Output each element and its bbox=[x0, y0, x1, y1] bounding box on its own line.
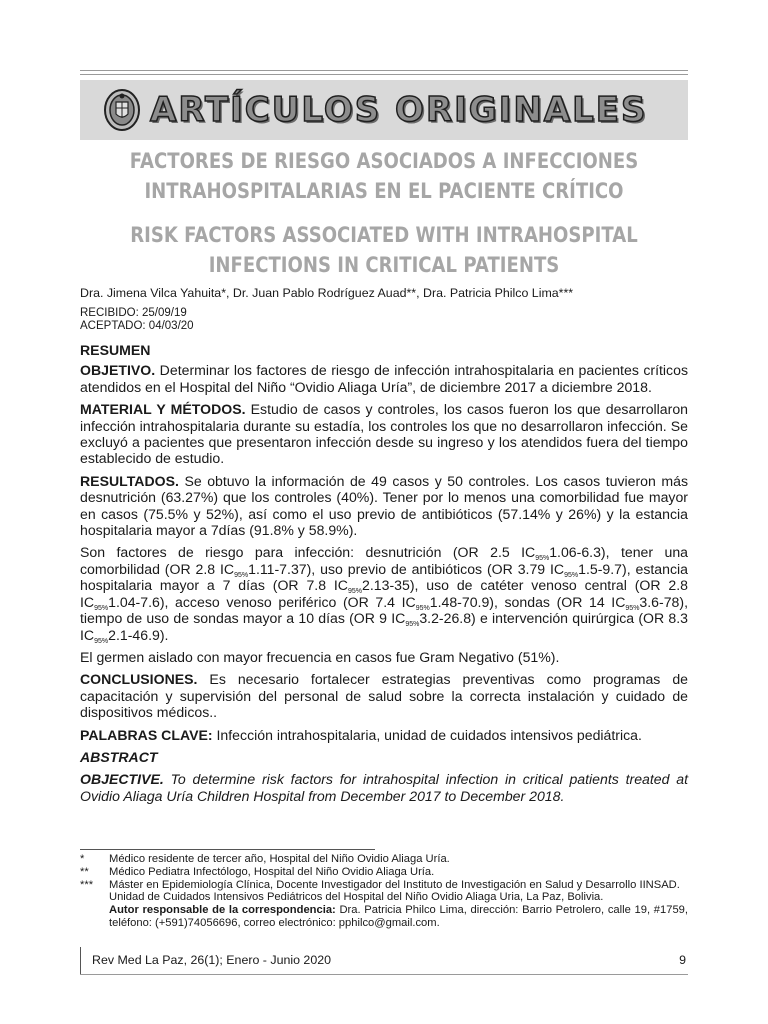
ci-subscript: 95% bbox=[94, 637, 109, 645]
objetivo-paragraph bbox=[80, 362, 688, 395]
footnote-text: Máster en Epidemiología Clínica, Docente Investigador del Instituto de Investigación en Salud y Desarrollo IINSAD. bbox=[109, 878, 680, 891]
footnote-mark: ** bbox=[80, 865, 89, 878]
conclusiones-text: Es necesario fortalecer estrategias preventivas como programas de capacitación y supervisión del personal de salud sobre la correcta instalación y cuidado de dispositivos médicos.. bbox=[80, 671, 688, 721]
coat-of-arms-icon bbox=[100, 88, 144, 132]
ci-subscript: 95% bbox=[234, 571, 249, 579]
factores-text: 1.5-9.7), estancia hospitalaria mayor a 7 días (OR 7.8 IC bbox=[80, 560, 688, 594]
palabras-clave-label: PALABRAS CLAVE: bbox=[80, 726, 213, 743]
factores-text: 2.1-46.9). bbox=[108, 626, 169, 643]
ci-subscript: 95% bbox=[94, 604, 109, 612]
conclusiones-paragraph bbox=[80, 671, 688, 720]
article-body bbox=[80, 342, 688, 810]
section-title: ARTÍCULOS ORIGINALES bbox=[150, 90, 648, 130]
ci-subscript: 95% bbox=[348, 588, 363, 596]
footnote-rule bbox=[80, 849, 375, 850]
ci-subscript: 95% bbox=[564, 571, 579, 579]
metodos-text: Estudio de casos y controles, los casos fueron los que desarrollaron infección intrahospitalaria durante su estadía, los controles los que no desarrollaron infección. Se excluyó a pacientes que presentaron infección desde su ingreso y los atendidos fuera del tiempo establecido de estudio. bbox=[80, 401, 688, 467]
correspondence-text: Dra. Patricia Philco Lima, dirección: Barrio Petrolero, calle 19, #1759, teléfono: (+591)74056696, correo electrónico: pphilco@gmail.com. bbox=[109, 904, 688, 929]
article-title-es bbox=[123, 146, 646, 206]
correspondence bbox=[80, 904, 688, 930]
palabras-clave-paragraph bbox=[80, 727, 688, 743]
factores-text: 2.13-35), uso de catéter venoso central (OR 2.8 IC bbox=[80, 577, 689, 610]
resumen-heading: RESUMEN bbox=[80, 342, 151, 358]
article-dates bbox=[80, 307, 194, 333]
header-rule bbox=[80, 74, 688, 75]
title-es-line1: FACTORES DE RIESGO ASOCIADOS A INFECCIONES bbox=[129, 149, 639, 173]
accepted-date: ACEPTADO: 04/03/20 bbox=[80, 320, 194, 332]
title-en-line2: INFECTIONS IN CRITICAL PATIENTS bbox=[208, 253, 560, 277]
factores-text: 1.48-70.9), sondas (OR 14 IC bbox=[429, 593, 626, 610]
objective-text: To determine risk factors for intrahospital infection in critical patients treated at Ovidio Aliaga Uría Children Hospital from December 2017 to December 2018. bbox=[80, 771, 688, 804]
author-list: Dra. Jimena Vilca Yahuita*, Dr. Juan Pablo Rodríguez Auad**, Dra. Patricia Philco Lima*** bbox=[80, 286, 574, 300]
abstract-heading: ABSTRACT bbox=[80, 748, 158, 765]
ci-subscript: 95% bbox=[535, 555, 550, 563]
factores-text: 1.04-7.6), acceso venoso periférico (OR 7.4 IC bbox=[108, 593, 416, 610]
footnote-mark: * bbox=[80, 853, 85, 865]
footnote-item bbox=[80, 853, 688, 866]
title-es-line2: INTRAHOSPITALARIAS EN EL PACIENTE CRÍTICO bbox=[144, 179, 624, 203]
palabras-clave-text: Infección intrahospitalaria, unidad de cuidados intensivos pediátrica. bbox=[212, 726, 642, 743]
correspondence-label: Autor responsable de la correspondencia: bbox=[109, 904, 336, 917]
factores-paragraph bbox=[80, 544, 689, 645]
germen-paragraph: El germen aislado con mayor frecuencia en casos fue Gram Negativo (51%). bbox=[80, 648, 560, 665]
received-date: RECIBIDO: 25/09/19 bbox=[80, 307, 187, 319]
footnote-text: Médico residente de tercer año, Hospital del Niño Ovidio Aliaga Uría. bbox=[109, 853, 450, 865]
page-number: 9 bbox=[679, 953, 686, 967]
factores-text: 1.06-6.3), tener una comorbilidad (OR 2.8 IC bbox=[80, 544, 688, 577]
ci-subscript: 95% bbox=[415, 604, 430, 612]
footer-bar bbox=[80, 947, 81, 975]
header-rule bbox=[80, 70, 688, 71]
unit-affiliation: Unidad de Cuidados Intensivos Pediátricos del Hospital del Niño Ovidio Aliaga Uria, La Paz, Bolivia. bbox=[109, 891, 604, 904]
ci-subscript: 95% bbox=[405, 621, 420, 629]
objetivo-text: Determinar los factores de riesgo de infección intrahospitalaria en pacientes críticos atendidos en el Hospital del Niño “Ovidio Aliaga Uría”, de diciembre 2017 a diciembre 2018. bbox=[80, 362, 688, 395]
footnote-item bbox=[80, 879, 688, 892]
resultados-text: Se obtuvo la información de 49 casos y 50 controles. Los casos tuvieron más desnutrición (63.27%) que los controles (40%). Tener por lo menos una comorbilidad fue mayor en casos (75.5% y 52%), así como el uso previo de antibióticos (57.14% y 26%) y la estancia hospitalaria mayor a 7días (91.8% y 58.9%). bbox=[80, 472, 688, 539]
objetivo-label: OBJETIVO. bbox=[80, 362, 156, 379]
resultados-paragraph bbox=[80, 473, 688, 539]
footnotes bbox=[80, 853, 688, 930]
article-title-en bbox=[123, 220, 646, 280]
title-en-line1: RISK FACTORS ASSOCIATED WITH INTRAHOSPITAL bbox=[130, 223, 638, 247]
objective-paragraph bbox=[80, 771, 688, 804]
conclusiones-label: CONCLUSIONES. bbox=[80, 671, 198, 688]
factores-text: 1.11-7.37), uso previo de antibióticos (OR 3.79 IC bbox=[248, 560, 565, 577]
metodos-paragraph bbox=[80, 401, 688, 467]
journal-citation: Rev Med La Paz, 26(1); Enero - Junio 2020 bbox=[92, 953, 331, 967]
resultados-label: RESULTADOS. bbox=[80, 472, 179, 489]
footer-rule bbox=[80, 974, 688, 975]
footnote-text: Médico Pediatra Infectólogo, Hospital del Niño Ovidio Aliaga Uría. bbox=[109, 865, 435, 878]
footnote-item bbox=[80, 866, 688, 879]
factores-text: 3.6-78), tiempo de uso de sondas mayor a 10 días (OR 9 IC bbox=[80, 593, 688, 627]
footnote-mark: *** bbox=[80, 878, 94, 891]
metodos-label: MATERIAL Y MÉTODOS. bbox=[80, 401, 246, 418]
factores-text: 3.2-26.8) e intervención quirúrgica (OR 8.3 IC bbox=[80, 610, 688, 643]
objective-label: OBJECTIVE. bbox=[80, 771, 164, 788]
ci-subscript: 95% bbox=[625, 604, 640, 612]
factores-text: Son factores de riesgo para infección: desnutrición (OR 2.5 IC bbox=[80, 544, 536, 561]
